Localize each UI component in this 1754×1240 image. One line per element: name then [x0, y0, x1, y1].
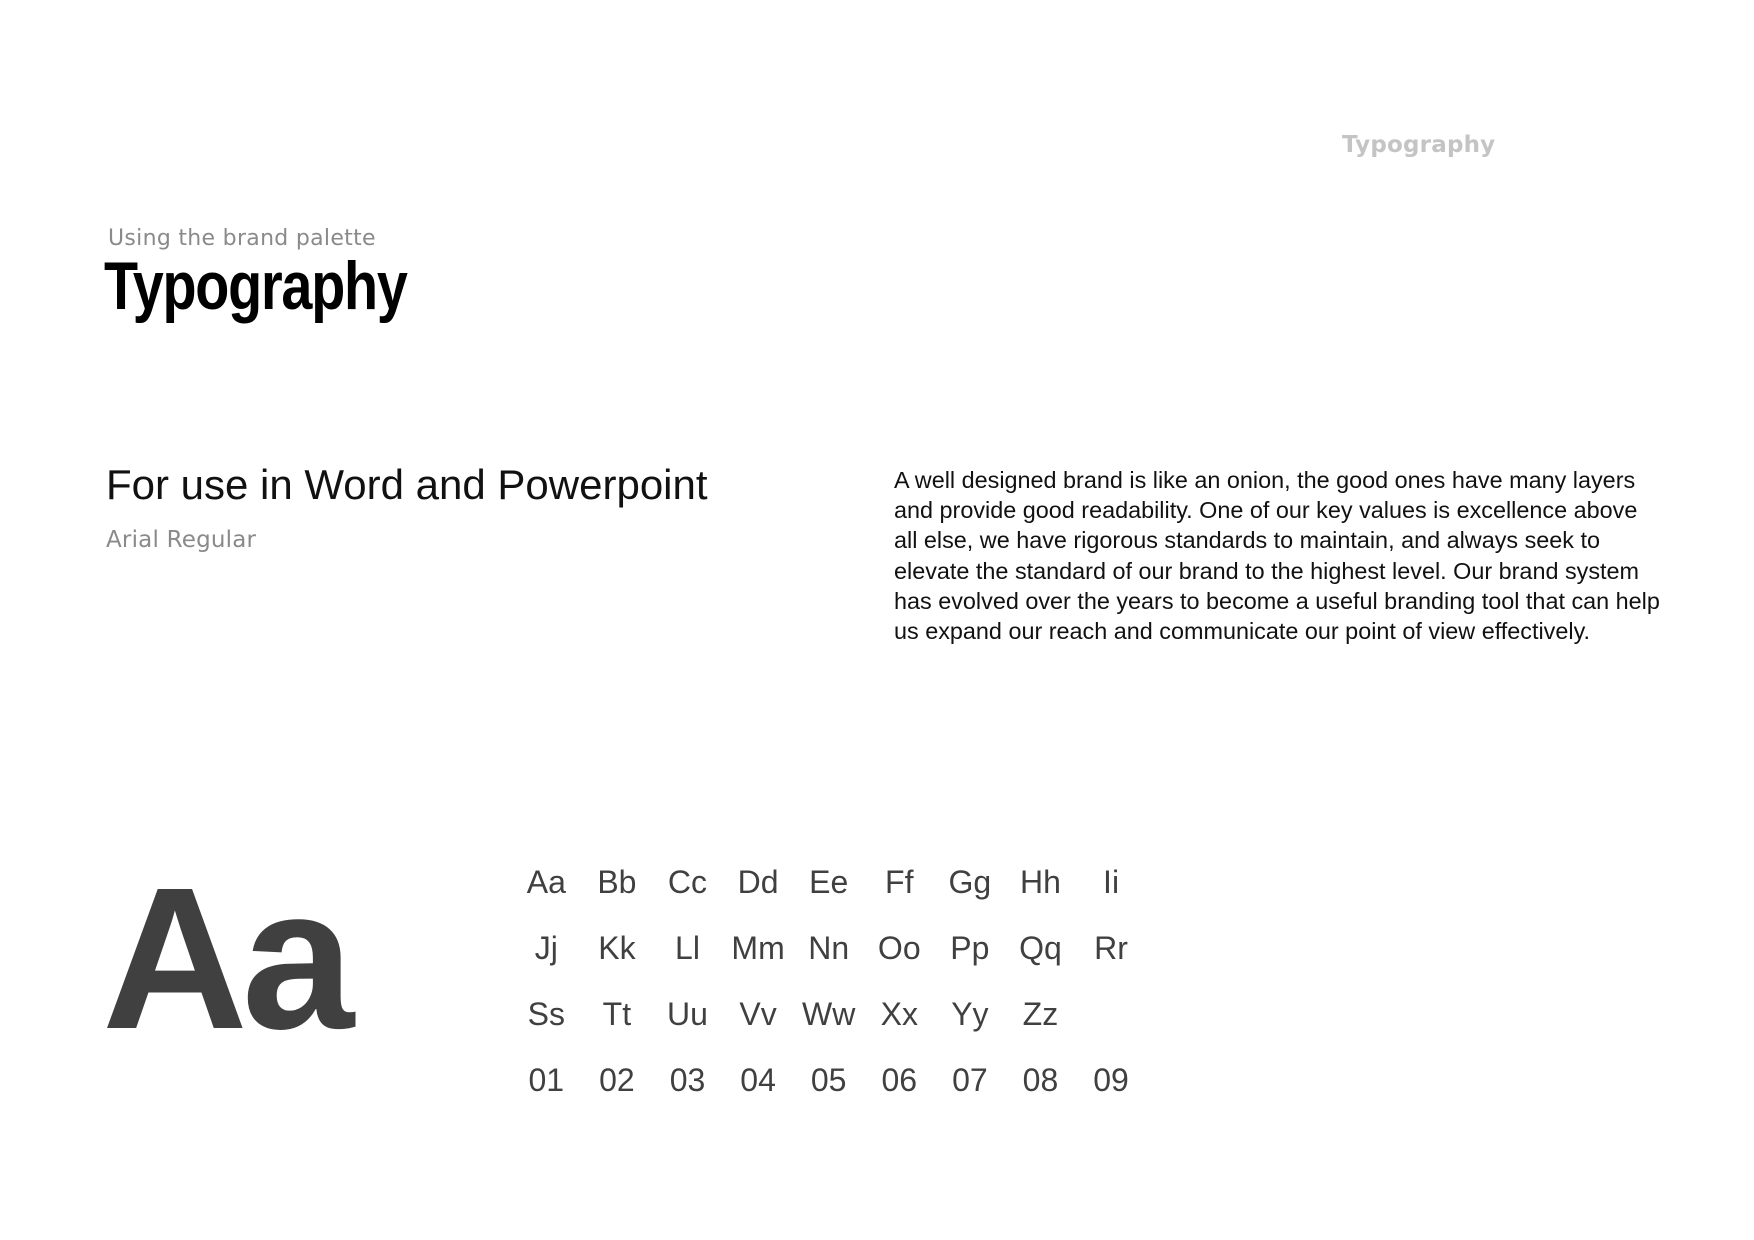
glyph-row [511, 928, 1146, 994]
glyph-cell: Cc [667, 864, 708, 900]
numeral-cell: 08 [1022, 1062, 1059, 1098]
glyph-cell: Bb [597, 864, 637, 900]
glyph-cell: Oo [877, 930, 921, 966]
numeral-cell: 05 [810, 1062, 847, 1098]
font-name-label: Arial Regular [106, 527, 257, 553]
glyph-cell: Ss [527, 996, 565, 1032]
large-type-specimen: Aa [102, 845, 349, 1071]
glyph-cell: Dd [737, 864, 779, 900]
numeral-cell: 01 [528, 1062, 565, 1098]
glyph-cell: Ii [1103, 864, 1120, 900]
numeral-cell: 03 [669, 1062, 706, 1098]
glyph-cell: Gg [948, 864, 992, 900]
numeral-cell: 04 [740, 1062, 776, 1098]
numeral-cell: 02 [599, 1062, 635, 1098]
section-label: Typography [1342, 132, 1496, 158]
numeral-row [511, 1060, 1146, 1122]
glyph-cell: Uu [667, 996, 708, 1032]
glyph-cell: Qq [1019, 930, 1062, 966]
page-eyebrow: Using the brand palette [108, 226, 376, 251]
glyph-cell: Ff [885, 864, 914, 900]
glyph-cell: Yy [951, 996, 989, 1032]
glyph-row [511, 862, 1146, 928]
glyph-cell: Aa [526, 864, 566, 900]
glyph-cell: Mm [731, 930, 785, 966]
glyph-cell: Pp [950, 930, 990, 966]
glyph-cell: Zz [1022, 996, 1059, 1032]
glyph-cell: Xx [880, 996, 918, 1032]
page-title: Typography [104, 248, 407, 324]
numeral-cell: 07 [952, 1062, 988, 1098]
glyph-cell: Ww [802, 996, 856, 1032]
glyph-grid [511, 862, 1146, 1122]
brand-description: A well designed brand is like an onion, the good ones have many layers and provide good readability. One of our key values is excellence above all else, we have rigorous standards to maintain, and always seek to elevate the standard of our brand to the highest level. Our brand system has evolved over the years to become a useful branding tool that can help us expand our reach and communicate our point of view effectively. [894, 467, 1660, 645]
glyph-cell: Rr [1094, 930, 1128, 966]
glyph-cell: Jj [534, 930, 558, 966]
numeral-cell: 09 [1093, 1062, 1129, 1098]
usage-heading: For use in Word and Powerpoint [106, 461, 708, 508]
glyph-cell: Tt [602, 996, 632, 1032]
glyph-cell: Nn [808, 930, 850, 966]
glyph-cell: Hh [1020, 864, 1061, 900]
glyph-cell: Kk [598, 930, 636, 966]
glyph-cell: Ll [675, 930, 700, 966]
glyph-cell: Ee [809, 864, 849, 900]
glyph-cell: Vv [739, 996, 777, 1032]
numeral-cell: 06 [881, 1062, 918, 1098]
glyph-row [511, 994, 1146, 1060]
